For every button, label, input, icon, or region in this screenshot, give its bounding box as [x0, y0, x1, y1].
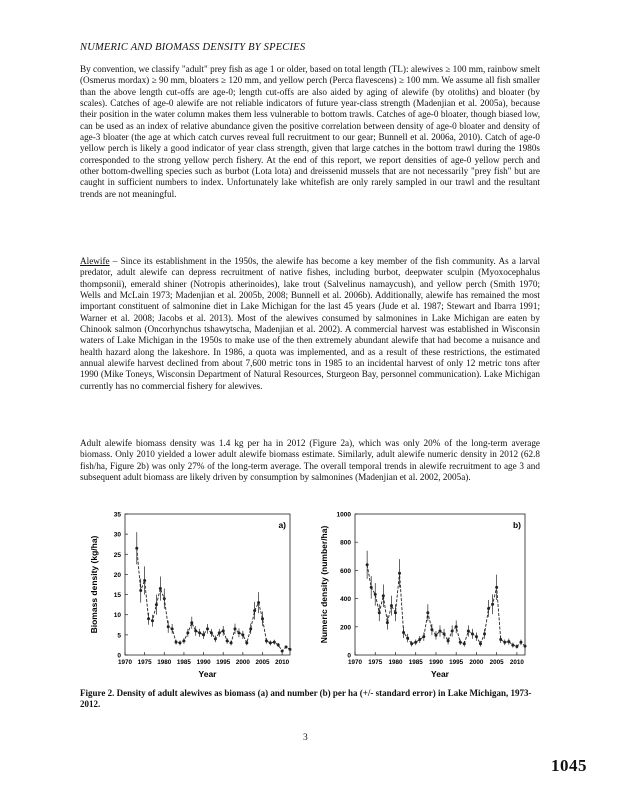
- x-tick-label: 2000: [469, 659, 484, 666]
- figure-2b-numeric-chart: [310, 508, 535, 683]
- x-tick-label: 1995: [216, 659, 231, 666]
- x-axis-label: Year: [198, 669, 217, 679]
- data-point: [214, 637, 217, 640]
- data-point: [206, 627, 209, 630]
- data-point: [370, 586, 373, 589]
- y-tick-label: 1000: [336, 511, 351, 519]
- data-point: [410, 642, 413, 645]
- data-point: [210, 631, 213, 634]
- data-point: [261, 617, 264, 620]
- data-point: [515, 645, 518, 648]
- data-point: [249, 627, 252, 630]
- data-point: [471, 632, 474, 635]
- x-tick-label: 1970: [117, 659, 133, 666]
- data-point: [143, 579, 146, 582]
- data-point: [222, 629, 225, 632]
- y-tick-label: 800: [340, 539, 351, 547]
- data-point: [218, 631, 221, 634]
- paragraph-alewife: [80, 256, 540, 392]
- x-tick-label: 1990: [428, 659, 443, 666]
- data-point: [507, 640, 510, 643]
- series-line: [137, 548, 290, 651]
- data-point: [135, 547, 138, 550]
- data-point: [269, 641, 272, 644]
- figure-2a-biomass-chart: [80, 508, 300, 683]
- data-point: [182, 639, 185, 642]
- panel-label: a): [278, 520, 286, 530]
- data-point: [495, 586, 498, 589]
- data-point: [475, 635, 478, 638]
- data-point: [175, 641, 178, 644]
- data-point: [186, 631, 189, 634]
- data-point: [519, 641, 522, 644]
- data-point: [281, 649, 284, 652]
- data-point: [190, 621, 193, 624]
- y-tick-label: 0: [117, 652, 121, 660]
- x-tick-label: 2000: [235, 659, 250, 666]
- y-tick-label: 20: [113, 571, 121, 579]
- data-point: [378, 611, 381, 614]
- page-number: 3: [303, 733, 308, 743]
- data-point: [151, 619, 154, 622]
- x-tick-label: 1975: [137, 659, 152, 666]
- data-point: [406, 637, 409, 640]
- data-point: [459, 641, 462, 644]
- data-point: [245, 641, 248, 644]
- data-point: [230, 641, 233, 644]
- x-axis-label: Year: [431, 669, 449, 679]
- data-point: [163, 597, 166, 600]
- data-point: [426, 611, 429, 614]
- data-point: [479, 642, 482, 645]
- y-axis-label: Biomass density (kg/ha): [89, 535, 99, 634]
- data-point: [147, 617, 150, 620]
- x-tick-label: 2010: [509, 659, 524, 666]
- data-point: [491, 603, 494, 606]
- data-point: [139, 589, 142, 592]
- data-point: [194, 629, 197, 632]
- x-tick-label: 1970: [347, 659, 363, 666]
- data-point: [398, 572, 401, 575]
- paragraph-conventions: By convention, we classify "adult" prey fish as age 1 or older, based on total length (TL): alewives ≥ 100 mm, rainbow smelt (Osmerus mordax) ≥ 90 mm, bloaters ≥ 120 mm, and yellow perch (Perca flavescens) ≥ 100 mm. We assume all fish smaller than the above length cut-offs are age-0; length cut-offs are also aided by aging of alewife (by otoliths) and bloater (by scales). Catches of age-0 alewife are not reliable indicators of future year-class strength (Madenjian et al. 2005a), because their position in the water column makes them less vulnerable to bottom trawls. Catches of age-0 bloater, though biased low, can be used as an index of relative abundance given the positive correlation between density of age-0 bloater and density of age-3 bloater (the age at which catch curves reveal full recruitment to our gear; Bunnell et al. 2006a, 2010). Catch of age-0 yellow perch is likely a good indicator of year class strength, given that large catches in the bottom trawl during the 1980s corresponded to the strong yellow perch fishery. At the end of this report, we report densities of age-0 yellow perch and other bottom-dwelling species such as burbot (Lota lota) and dreissenid mussels that are not necessarily "prey fish" but are caught in sufficient numbers to index. Unfortunately lake whitefish are only rarely sampled in our trawl and the resultant trends are not meaningful.: [80, 64, 540, 199]
- y-axis-label: Numeric density (number/ha): [319, 525, 329, 644]
- x-tick-label: 1985: [408, 659, 423, 666]
- data-point: [285, 645, 288, 648]
- data-point: [382, 594, 385, 597]
- data-point: [487, 607, 490, 610]
- data-point: [241, 633, 244, 636]
- data-point: [418, 638, 421, 641]
- data-point: [451, 630, 454, 633]
- paragraph-alewife-density: Adult alewife biomass density was 1.4 kg per ha in 2012 (Figure 2a), which was only 20% of the long-term average biomass. Only 2010 yielded a lower adult alewife biomass estimate. Similarly, adult alewife numeric density in 2012 (62.8 fish/ha, Figure 2b) was only 27% of the long-term average. The overall temporal trends in alewife recruitment to age 3 and subsequent adult biomass are likely driven by consumption by salmonines (Madenjian et al. 2002, 2005a).: [80, 438, 540, 483]
- data-point: [237, 631, 240, 634]
- y-tick-label: 25: [113, 551, 121, 559]
- data-point: [202, 633, 205, 636]
- data-point: [171, 627, 174, 630]
- data-point: [394, 611, 397, 614]
- data-point: [402, 631, 405, 634]
- data-point: [463, 642, 466, 645]
- x-tick-label: 1980: [157, 659, 172, 666]
- alewife-body: – Since its establishment in the 1950s, the alewife has become a key member of the fish community. As a larval predator, adult alewife can depress recruitment of native fishes, including burbot, deepwater sculpin (Myoxocephalus thompsonii), emerald shiner (Notropis atherinoides), lake trout (Salvelinus namaycush), and yellow perch (Smith 1970; Wells and McLain 1973; Madenjian et al. 2005b, 2008; Bunnell et al. 2006b). Additionally, alewife has remained the most important constituent of salmonine diet in Lake Michigan for the last 45 years (Jude et al. 1987; Stewart and Ibarra 1991; Warner et al. 2008; Jacobs et al. 2013). Most of the alewives consumed by salmonines in Lake Michigan are eaten by Chinook salmon (Oncorhynchus tshawytscha, Madenjian et al. 2002). A commercial harvest was established in Wisconsin waters of Lake Michigan in the 1950s to make use of the then extremely abundant alewife that had become a nuisance and health hazard along the lakeshore. In 1986, a quota was implemented, and as a result of these restrictions, the estimated annual alewife harvest declined from about 7,600 metric tons in 1985 to an incidental harvest of only 12 metric tons after 1990 (Mike Toneys, Wisconsin Department of Natural Resources, Sturgeon Bay, personnel communication). Lake Michigan currently has no commercial fishery for alewives.: [80, 256, 540, 391]
- x-tick-label: 1990: [196, 659, 211, 666]
- data-point: [179, 641, 182, 644]
- x-tick-label: 1975: [368, 659, 383, 666]
- x-tick-label: 1980: [388, 659, 403, 666]
- y-tick-label: 15: [113, 592, 121, 600]
- figure-caption: Figure 2. Density of adult alewives as biomass (a) and number (b) per ha (+/- standard error) in Lake Michigan, 1973-2012.: [80, 688, 532, 709]
- data-point: [499, 638, 502, 641]
- data-point: [257, 601, 260, 604]
- data-point: [422, 635, 425, 638]
- x-tick-label: 1995: [449, 659, 464, 666]
- x-tick-label: 2010: [275, 659, 290, 666]
- data-point: [198, 631, 201, 634]
- alewife-lead: Alewife: [80, 256, 110, 266]
- y-tick-label: 0: [347, 652, 351, 660]
- data-point: [467, 630, 470, 633]
- page-stamp: 1045: [551, 756, 587, 775]
- data-point: [234, 627, 237, 630]
- data-point: [289, 648, 292, 651]
- data-point: [265, 639, 268, 642]
- data-point: [273, 641, 276, 644]
- data-point: [443, 632, 446, 635]
- data-point: [430, 628, 433, 631]
- data-point: [374, 593, 377, 596]
- data-point: [511, 644, 514, 647]
- data-point: [155, 603, 158, 606]
- data-point: [439, 630, 442, 633]
- data-point: [253, 609, 256, 612]
- data-point: [167, 625, 170, 628]
- data-point: [277, 643, 280, 646]
- y-tick-label: 600: [340, 567, 351, 575]
- data-point: [447, 639, 450, 642]
- y-tick-label: 5: [117, 632, 121, 640]
- data-point: [159, 587, 162, 590]
- x-tick-label: 2005: [255, 659, 270, 666]
- y-tick-label: 200: [340, 624, 351, 632]
- data-point: [434, 634, 437, 637]
- section-heading: NUMERIC AND BIOMASS DENSITY BY SPECIES: [80, 42, 306, 53]
- data-point: [226, 639, 229, 642]
- y-tick-label: 400: [340, 596, 351, 604]
- x-tick-label: 1985: [176, 659, 191, 666]
- data-point: [455, 625, 458, 628]
- data-point: [386, 621, 389, 624]
- data-point: [414, 641, 417, 644]
- panel-label: b): [512, 520, 521, 530]
- y-tick-label: 10: [113, 612, 121, 620]
- y-tick-label: 30: [113, 531, 121, 539]
- data-point: [503, 641, 506, 644]
- y-tick-label: 35: [113, 511, 121, 519]
- data-point: [390, 604, 393, 607]
- data-point: [366, 563, 369, 566]
- x-tick-label: 2005: [489, 659, 504, 666]
- data-point: [483, 632, 486, 635]
- data-point: [524, 645, 527, 648]
